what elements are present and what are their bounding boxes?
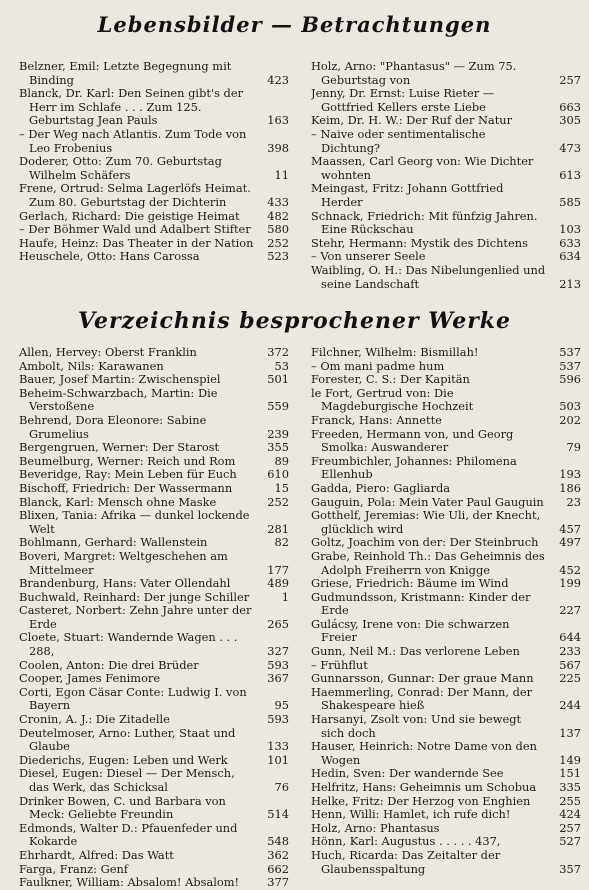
index-entry (311, 496, 581, 510)
entry-page-number: 177 (267, 562, 289, 577)
entry-text: Bergengruen, Werner: Der Starost (19, 441, 220, 455)
entry-text: Gotthelf, Jeremias: Wie Uli, der Knecht, glücklich wird (311, 509, 541, 536)
entry-text: Brandenburg, Hans: Vater Ollendahl (19, 577, 231, 591)
entry-text: – Frühflut (311, 658, 368, 672)
index-entry (19, 604, 289, 631)
entry-text: Bischoff, Friedrich: Der Wassermann (19, 481, 233, 495)
entry-page-number: 585 (559, 194, 581, 209)
entry-text: Drinker Bowen, C. und Barbara von Meck: Geliebte Freundin (19, 794, 226, 822)
entry-page-number: 305 (559, 114, 581, 128)
verzeichnis-right-column (311, 346, 581, 876)
index-entry (19, 346, 289, 360)
index-entry (19, 373, 289, 387)
index-entry (311, 591, 581, 618)
entry-page-number: 452 (559, 562, 581, 577)
entry-text: Stehr, Hermann: Mystik des Dichtens (311, 236, 528, 250)
entry-page-number: 213 (559, 276, 581, 291)
index-entry (19, 631, 289, 658)
entry-page-number: 101 (267, 753, 289, 767)
index-entry (311, 509, 581, 536)
entry-page-number: 593 (267, 713, 289, 727)
entry-text: Gunnarsson, Gunnar: Der graue Mann (311, 672, 534, 686)
index-entry (19, 713, 289, 727)
index-entry (19, 414, 289, 441)
entry-page-number: 610 (267, 468, 289, 482)
index-entry (311, 237, 581, 251)
index-entry (311, 360, 581, 374)
entry-page-number: 281 (267, 521, 289, 536)
index-entry (311, 455, 581, 482)
index-entry (311, 128, 581, 155)
index-entry (19, 210, 289, 224)
index-entry (311, 645, 581, 659)
entry-page-number: 424 (559, 808, 581, 822)
entry-text: Maassen, Carl Georg von: Wie Dichter wohnten (311, 155, 534, 182)
entry-text: Doderer, Otto: Zum 70. Geburtstag Wilhelm Schäfers (19, 155, 222, 182)
entry-text: Gulácsy, Irene von: Die schwarzen Freier (311, 617, 510, 645)
entry-text: Filchner, Wilhelm: Bismillah! (311, 346, 479, 359)
entry-page-number: 527 (559, 835, 581, 849)
entry-text: Helfritz, Hans: Geheimnis um Schobua (311, 781, 537, 794)
entry-page-number: 257 (559, 72, 581, 87)
entry-page-number: 149 (559, 752, 581, 767)
entry-text: – Der Böhmer Wald und Adalbert Stifter (19, 223, 251, 237)
index-entry (19, 387, 289, 414)
index-entry (311, 713, 581, 740)
entry-page-number: 634 (559, 250, 581, 264)
entry-page-number: 377 (267, 876, 289, 890)
index-entry (311, 536, 581, 550)
entry-page-number: 225 (559, 672, 581, 686)
entry-page-number: 473 (559, 140, 581, 155)
entry-page-number: 95 (274, 698, 289, 713)
entry-text: Corti, Egon Cäsar Conte: Ludwig I. von Bayern (19, 685, 247, 713)
entry-text: Blanck, Dr. Karl: Den Seinen gibt's der Herr im Schlafe . . . Zum 125. Geburtstag Jean Pauls (19, 87, 244, 128)
section-heading-lebensbilder: Lebensbilder — Betrachtungen (97, 12, 492, 37)
index-entry (19, 822, 289, 849)
index-entry (311, 740, 581, 767)
entry-text: Gauguin, Pola: Mein Vater Paul Gauguin (311, 495, 544, 509)
index-entry (311, 87, 581, 114)
entry-text: Huch, Ricarda: Das Zeitalter der Glaubensspaltung (311, 848, 501, 876)
entry-text: Keim, Dr. H. W.: Der Ruf der Natur (311, 114, 513, 128)
entry-page-number: 663 (559, 99, 581, 114)
index-entry (311, 577, 581, 591)
entry-text: Schnack, Friedrich: Mit fünfzig Jahren. Eine Rückschau (311, 209, 538, 237)
entry-text: Belzner, Emil: Letzte Begegnung mit Binding (19, 60, 232, 87)
index-entry (19, 468, 289, 482)
verzeichnis-left-column (19, 346, 289, 890)
index-entry (19, 754, 289, 768)
entry-text: Diederichs, Eugen: Leben und Werk (19, 753, 228, 767)
entry-text: Forester, C. S.: Der Kapitän (311, 373, 470, 387)
index-entry (19, 87, 289, 128)
entry-text: Beveridge, Ray: Mein Leben für Euch (19, 468, 237, 482)
entry-text: Hönn, Karl: Augustus . . . . . 437, (311, 835, 501, 849)
entry-page-number: 227 (559, 603, 581, 618)
entry-text: Goltz, Joachim von der: Der Steinbruch (311, 536, 539, 550)
entry-page-number: 199 (559, 577, 581, 591)
entry-text: Hauser, Heinrich: Notre Dame von den Wogen (311, 740, 537, 767)
entry-page-number: 163 (267, 113, 289, 128)
index-entry (19, 672, 289, 686)
index-entry (19, 577, 289, 591)
entry-text: Franck, Hans: Annette (311, 413, 442, 427)
entry-page-number: 53 (274, 359, 289, 373)
entry-text: Gunn, Neil M.: Das verlorene Leben (311, 645, 520, 659)
index-entry (19, 659, 289, 673)
index-entry (19, 849, 289, 863)
entry-page-number: 580 (267, 223, 289, 237)
entry-text: Cooper, James Fenimore (19, 672, 161, 686)
entry-page-number: 233 (559, 645, 581, 659)
entry-text: Beumelburg, Werner: Reich und Rom (19, 454, 236, 468)
index-entry (19, 455, 289, 469)
entry-text: Allen, Hervey: Oberst Franklin (19, 346, 197, 359)
index-entry (311, 387, 581, 414)
entry-text: Cronin, A. J.: Die Zitadelle (19, 713, 170, 727)
index-entry (311, 60, 581, 87)
index-entry (311, 114, 581, 128)
index-entry (311, 264, 581, 291)
entry-page-number: 372 (267, 346, 289, 359)
index-entry (311, 781, 581, 795)
entry-page-number: 244 (559, 698, 581, 713)
entry-page-number: 567 (559, 658, 581, 672)
entry-text: Griese, Friedrich: Bäume im Wind (311, 577, 509, 591)
index-entry (19, 876, 289, 890)
entry-page-number: 593 (267, 658, 289, 672)
lebensbilder-right-column (311, 60, 581, 291)
index-entry (19, 182, 289, 209)
entry-text: Freumbichler, Johannes: Philomena Ellenhub (311, 454, 517, 482)
entry-page-number: 137 (559, 725, 581, 740)
entry-page-number: 76 (274, 780, 289, 794)
entry-text: Casteret, Norbert: Zehn Jahre unter der Erde (19, 604, 252, 631)
entry-page-number: 1 (281, 590, 289, 604)
index-entry (311, 849, 581, 876)
index-entry (19, 550, 289, 577)
entry-text: Gadda, Piero: Gagliarda (311, 481, 451, 495)
entry-text: Bohlmann, Gerhard: Wallenstein (19, 536, 208, 550)
index-entry (19, 128, 289, 155)
entry-text: Bauer, Josef Martin: Zwischenspiel (19, 373, 221, 387)
index-entry (311, 250, 581, 264)
index-entry (19, 250, 289, 264)
entry-page-number: 633 (559, 236, 581, 250)
entry-text: Freeden, Hermann von, und Georg Smolka: Auswanderer (311, 427, 514, 455)
index-entry (19, 863, 289, 877)
index-entry (311, 414, 581, 428)
entry-page-number: 15 (274, 481, 289, 495)
index-entry (19, 686, 289, 713)
entry-text: Waibling, O. H.: Das Nibelungenlied und seine Landschaft (311, 263, 546, 291)
index-entry (311, 659, 581, 673)
index-entry (311, 795, 581, 809)
entry-page-number: 252 (267, 236, 289, 250)
entry-page-number: 265 (267, 616, 289, 631)
index-entry (19, 482, 289, 496)
entry-text: Deutelmoser, Arno: Luther, Staat und Glaube (19, 726, 236, 754)
entry-page-number: 239 (267, 426, 289, 441)
index-entry (19, 360, 289, 374)
entry-text: Behrend, Dora Eleonore: Sabine Grumelius (19, 413, 207, 441)
entry-text: Holz, Arno: Phantasus (311, 821, 440, 835)
entry-text: Coolen, Anton: Die drei Brüder (19, 658, 199, 672)
index-entry (19, 795, 289, 822)
index-entry (19, 536, 289, 550)
entry-text: – Von unserer Seele (311, 250, 426, 264)
entry-text: Holz, Arno: "Phantasus" — Zum 75. Geburtstag von (311, 60, 517, 87)
entry-page-number: 501 (267, 373, 289, 387)
entry-page-number: 457 (559, 521, 581, 536)
entry-text: Farga, Franz: Genf (19, 862, 129, 876)
index-entry (19, 155, 289, 182)
entry-page-number: 559 (267, 399, 289, 414)
entry-page-number: 482 (267, 209, 289, 223)
entry-text: le Fort, Gertrud von: Die Magdeburgische Hochzeit (311, 386, 474, 414)
index-entry (311, 373, 581, 387)
entry-page-number: 252 (267, 495, 289, 509)
entry-text: Edmonds, Walter D.: Pfauenfeder und Kokarde (19, 821, 238, 849)
entry-page-number: 523 (267, 250, 289, 264)
entry-text: – Der Weg nach Atlantis. Zum Tode von Leo Frobenius (19, 127, 247, 155)
index-entry (311, 482, 581, 496)
entry-text: Haufe, Heinz: Das Theater in der Nation (19, 236, 254, 250)
entry-text: Gudmundsson, Kristmann: Kinder der Erde (311, 590, 531, 618)
entry-page-number: 82 (274, 536, 289, 550)
entry-text: Frene, Ortrud: Selma Lagerlöfs Heimat. Zum 80. Geburtstag der Dichterin (19, 182, 251, 209)
section-heading-verzeichnis: Verzeichnis besprochener Werke (77, 308, 512, 334)
index-entry (19, 509, 289, 536)
entry-page-number: 489 (267, 577, 289, 591)
index-entry (311, 428, 581, 455)
entry-page-number: 335 (559, 781, 581, 794)
index-entry (19, 591, 289, 605)
entry-page-number: 367 (267, 672, 289, 686)
entry-text: Cloete, Stuart: Wandernde Wagen . . . 288, (19, 631, 238, 659)
entry-page-number: 423 (267, 72, 289, 87)
index-entry (311, 767, 581, 781)
index-entry (311, 182, 581, 209)
entry-text: Blixen, Tania: Afrika — dunkel lockende Welt (19, 509, 250, 536)
lebensbilder-left-column (19, 60, 289, 264)
index-entry (19, 441, 289, 455)
entry-text: Henn, Willi: Hamlet, ich rufe dich! (311, 808, 511, 822)
entry-text: Ambolt, Nils: Karawanen (19, 359, 164, 373)
entry-text: Hedin, Sven: Der wandernde See (311, 767, 504, 781)
entry-text: Helke, Fritz: Der Herzog von Enghien (311, 794, 531, 808)
entry-page-number: 357 (559, 861, 581, 876)
index-entry (311, 550, 581, 577)
entry-page-number: 151 (559, 767, 581, 781)
entry-page-number: 193 (559, 467, 581, 482)
entry-page-number: 186 (559, 481, 581, 495)
entry-page-number: 537 (559, 359, 581, 373)
entry-page-number: 11 (274, 167, 289, 182)
entry-page-number: 133 (267, 739, 289, 754)
entry-text: Boveri, Margret: Weltgeschehen am Mittelmeer (19, 549, 228, 577)
entry-page-number: 257 (559, 821, 581, 835)
entry-text: Buchwald, Reinhard: Der junge Schiller (19, 590, 250, 604)
entry-text: Heuschele, Otto: Hans Carossa (19, 250, 200, 264)
entry-page-number: 662 (267, 862, 289, 876)
entry-page-number: 355 (267, 441, 289, 455)
entry-page-number: 644 (559, 630, 581, 645)
index-entry (19, 237, 289, 251)
entry-text: Blanck, Karl: Mensch ohne Maske (19, 495, 217, 509)
entry-text: Diesel, Eugen: Diesel — Der Mensch, das Werk, das Schicksal (19, 767, 235, 794)
entry-text: Ehrhardt, Alfred: Das Watt (19, 848, 174, 862)
entry-page-number: 503 (559, 399, 581, 414)
index-entry (311, 686, 581, 713)
entry-page-number: 255 (559, 794, 581, 808)
entry-page-number: 89 (274, 454, 289, 468)
entry-page-number: 548 (267, 834, 289, 849)
entry-page-number: 23 (566, 495, 581, 509)
index-entry (311, 822, 581, 836)
index-entry (311, 808, 581, 822)
entry-page-number: 327 (267, 644, 289, 659)
index-entry (19, 496, 289, 510)
entry-page-number: 596 (559, 373, 581, 387)
index-entry (311, 346, 581, 360)
index-entry (19, 767, 289, 794)
entry-page-number: 103 (559, 222, 581, 237)
index-entry (311, 835, 581, 849)
entry-page-number: 514 (267, 807, 289, 822)
index-entry (19, 727, 289, 754)
entry-text: Beheim-Schwarzbach, Martin: Die Verstoßene (19, 386, 218, 414)
entry-page-number: 537 (559, 346, 581, 359)
entry-page-number: 79 (566, 440, 581, 455)
index-entry (311, 672, 581, 686)
entry-text: – Om mani padme hum (311, 359, 445, 373)
index-entry (19, 60, 289, 87)
index-entry (311, 618, 581, 645)
entry-text: Harsanyi, Zsolt von: Und sie bewegt sich doch (311, 713, 522, 740)
entry-text: Meingast, Fritz: Johann Gottfried Herder (311, 182, 504, 209)
entry-page-number: 613 (559, 167, 581, 182)
entry-page-number: 398 (267, 140, 289, 155)
entry-page-number: 433 (267, 194, 289, 209)
entry-page-number: 202 (559, 413, 581, 427)
index-entry (311, 210, 581, 237)
index-entry (19, 223, 289, 237)
entry-text: Gerlach, Richard: Die geistige Heimat (19, 209, 240, 223)
entry-text: – Naive oder sentimentalische Dichtung? (311, 127, 486, 155)
entry-text: Haemmerling, Conrad: Der Mann, der Shakespeare hieß (311, 685, 533, 713)
entry-page-number: 497 (559, 536, 581, 550)
entry-text: Grabe, Reinhold Th.: Das Geheimnis des Adolph Freiherrn von Knigge (311, 549, 545, 577)
entry-text: Faulkner, William: Absalom! Absalom! (19, 876, 240, 890)
entry-page-number: 362 (267, 848, 289, 862)
index-entry (311, 155, 581, 182)
entry-text: Jenny, Dr. Ernst: Luise Rieter — Gottfried Kellers erste Liebe (311, 87, 495, 114)
